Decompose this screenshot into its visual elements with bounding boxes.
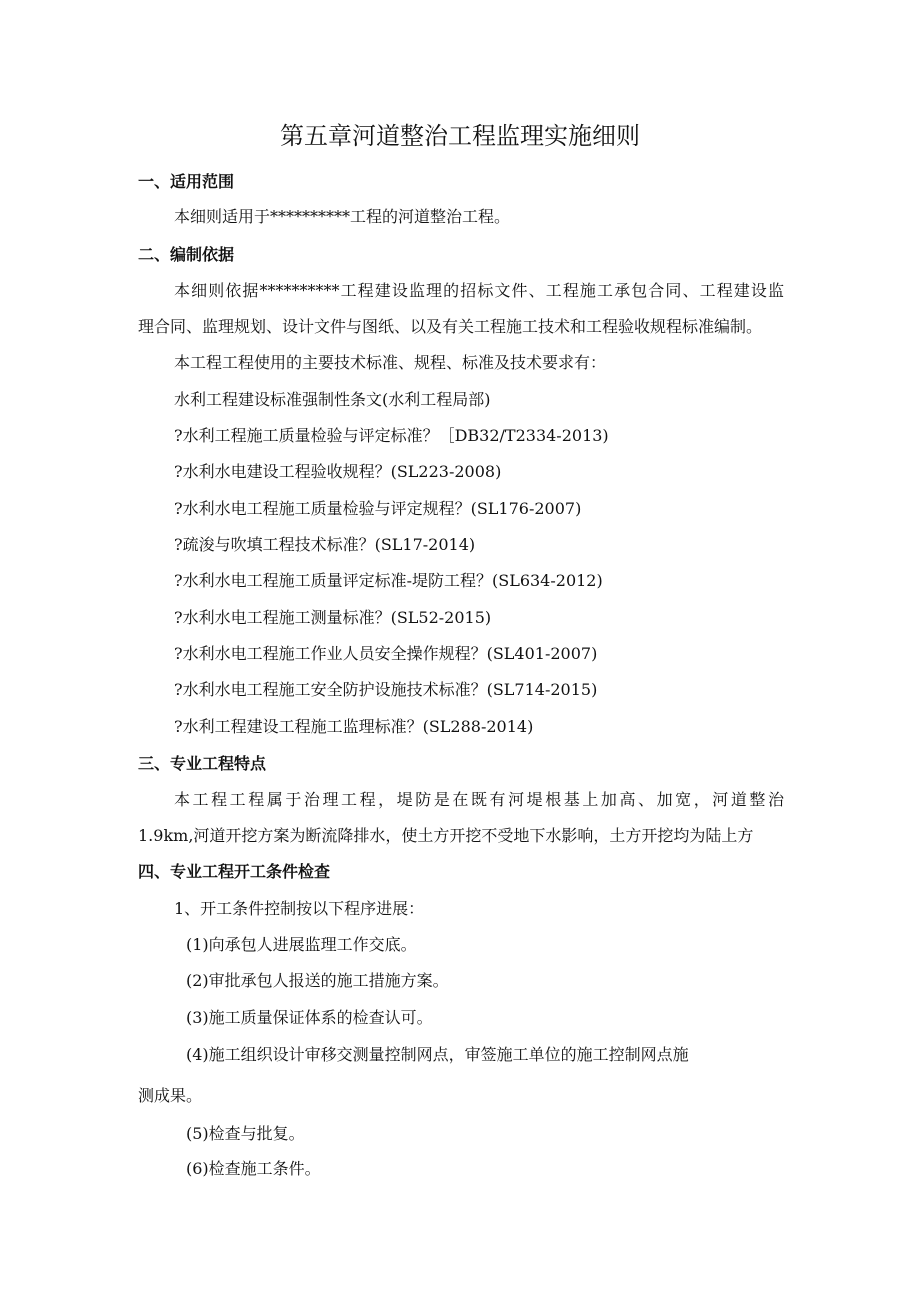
condition-item: (4)施工组织设计审移交测量控制网点，审签施工单位的施工控制网点施 <box>186 1045 689 1064</box>
standard-item: ?水利水电工程施工质量检验与评定规程？(SL176-2007) <box>174 499 582 518</box>
condition-item: (5)检查与批复。 <box>186 1124 305 1143</box>
condition-item: (2)审批承包人报送的施工措施方案。 <box>186 971 449 990</box>
paragraph-features-line1: 本工程工程属于治理工程，堤防是在既有河堤根基上加高、加宽，河道整治 <box>174 790 784 809</box>
standard-item: ?疏浚与吹填工程技术标准？(SL17-2014) <box>174 535 476 554</box>
document-title: 第五章河道整治工程监理实施细则 <box>280 122 640 150</box>
condition-item: (1)向承包人进展监理工作交底。 <box>186 935 417 954</box>
standard-item: ?水利水电工程施工测量标准？(SL52-2015) <box>174 608 492 627</box>
paragraph-start-conditions: 1、开工条件控制按以下程序进展： <box>174 899 425 918</box>
paragraph-features-line2: 1.9km,河道开挖方案为断流降排水，使土方开挖不受地下水影响，土方开挖均为陆上方 <box>138 826 754 845</box>
section-heading-basis: 二、编制依据 <box>138 245 235 264</box>
paragraph-standards-intro: 本工程工程使用的主要技术标准、规程、标准及技术要求有： <box>174 353 607 372</box>
condition-item: (6)检查施工条件。 <box>186 1159 321 1178</box>
paragraph-scope: 本细则适用于**********工程的河道整治工程。 <box>174 207 511 226</box>
standard-item: ?水利水电工程施工安全防护设施技术标准？(SL714-2015) <box>174 680 598 699</box>
paragraph-basis-line1: 本细则依据**********工程建设监理的招标文件、工程施工承包合同、工程建设监 <box>174 281 784 300</box>
standard-item: ?水利水电工程施工质量评定标准-堤防工程？(SL634-2012) <box>174 571 603 590</box>
standard-item: ?水利工程建设工程施工监理标准？(SL288-2014) <box>174 717 534 736</box>
standard-item: ?水利水电建设工程验收规程？(SL223-2008) <box>174 462 502 481</box>
standard-item: 水利工程建设标准强制性条文(水利工程局部) <box>174 390 491 409</box>
paragraph-basis-line2: 理合同、监理规划、设计文件与图纸、以及有关工程施工技术和工程验收规程标准编制。 <box>138 317 763 336</box>
condition-item-continuation: 测成果。 <box>138 1086 203 1105</box>
section-heading-features: 三、专业工程特点 <box>138 754 267 773</box>
standard-item: ?水利水电工程施工作业人员安全操作规程？(SL401-2007) <box>174 644 598 663</box>
condition-item: (3)施工质量保证体系的检查认可。 <box>186 1008 433 1027</box>
section-heading-scope: 一、适用范围 <box>138 172 235 191</box>
section-heading-start-conditions: 四、专业工程开工条件检查 <box>138 862 331 881</box>
standard-item: ?水利工程施工质量检验与评定标准？［DB32/T2334-2013) <box>174 426 609 445</box>
